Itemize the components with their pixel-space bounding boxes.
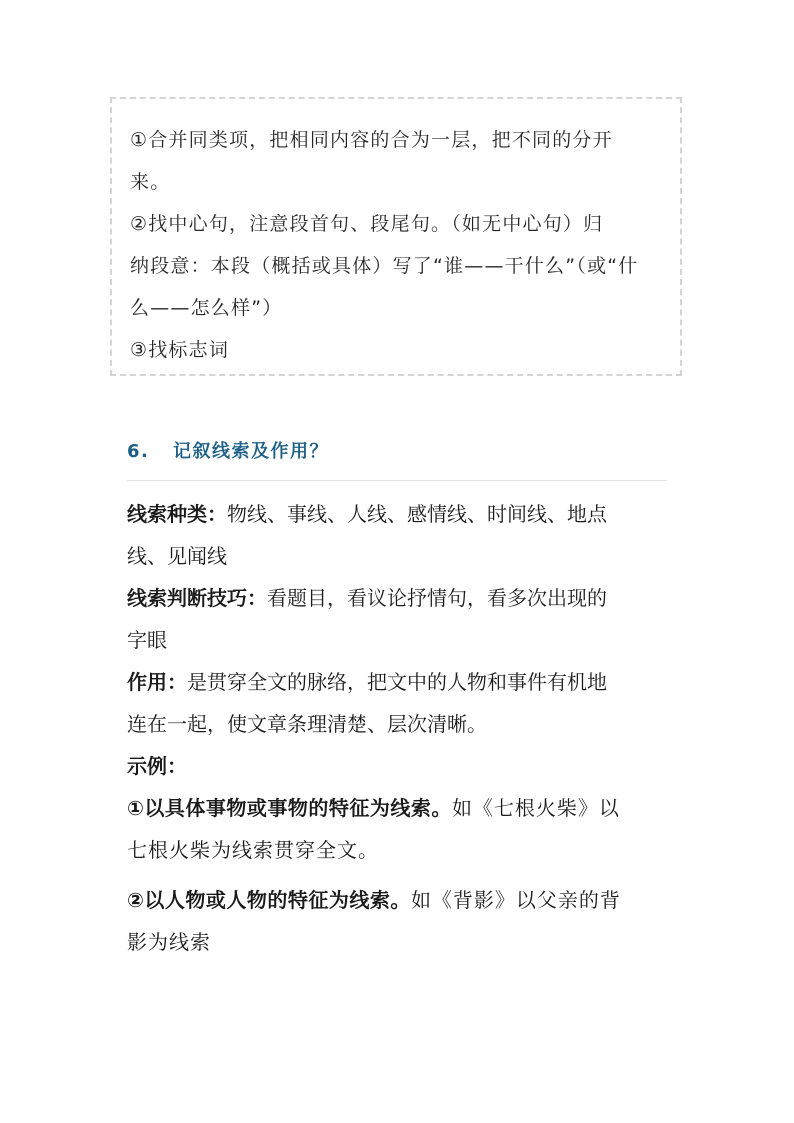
clue-skill-text: 看题目，看议论抒情句，看多次出现的 [267, 586, 607, 610]
example-2 [127, 879, 672, 921]
tip-line-1: ①合并同类项，把相同内容的合为一层，把不同的分开 [130, 129, 613, 151]
section-divider [127, 480, 667, 481]
clue-types-continued: 线、见闻线 [127, 544, 227, 568]
tip-line-5: 么——怎么样”） [130, 297, 283, 319]
example-1-text: 如《七根火柴》以 [451, 796, 620, 820]
example-1-continued: 七根火柴为线索贯穿全文。 [127, 838, 379, 862]
example-2-continued: 影为线索 [127, 930, 211, 954]
tip-line-4: 纳段意：本段（概括或具体）写了“谁——干什么”（或“什 [130, 255, 639, 277]
clue-types-label: 线索种类： [127, 502, 227, 526]
clue-effect-text: 是贯穿全文的脉络，把文中的人物和事件有机地 [187, 670, 607, 694]
section-heading [127, 436, 667, 468]
section-title: 记叙线索及作用？ [173, 441, 329, 462]
section-number: 6. [127, 441, 150, 462]
clue-effect-continued: 连在一起，使文章条理清楚、层次清晰。 [127, 712, 487, 736]
clue-skill-continued: 字眼 [127, 628, 167, 652]
example-2-lead: ②以人物或人物的特征为线索。 [127, 888, 411, 912]
tip-line-2: 来。 [130, 171, 171, 193]
clue-effect-paragraph [127, 661, 672, 703]
tip-line-3: ②找中心句，注意段首句、段尾句。（如无中心句）归 [130, 213, 604, 235]
clue-skill-paragraph [127, 577, 672, 619]
clue-skill-label: 线索判断技巧： [127, 586, 267, 610]
tip-box [110, 97, 682, 376]
tip-line-6: ③找标志词 [130, 339, 230, 361]
clue-types-paragraph [127, 493, 672, 535]
clue-types-text: 物线、事线、人线、感情线、时间线、地点 [227, 502, 607, 526]
spacer [127, 871, 672, 879]
example-2-text: 如《背影》以父亲的背 [410, 888, 621, 912]
clue-effect-label: 作用： [127, 670, 187, 694]
example-1-lead: ①以具体事物或事物的特征为线索。 [127, 796, 452, 820]
example-label: 示例： [127, 754, 187, 778]
example-1 [127, 787, 672, 829]
section-content [127, 493, 672, 963]
example-heading [127, 745, 672, 787]
